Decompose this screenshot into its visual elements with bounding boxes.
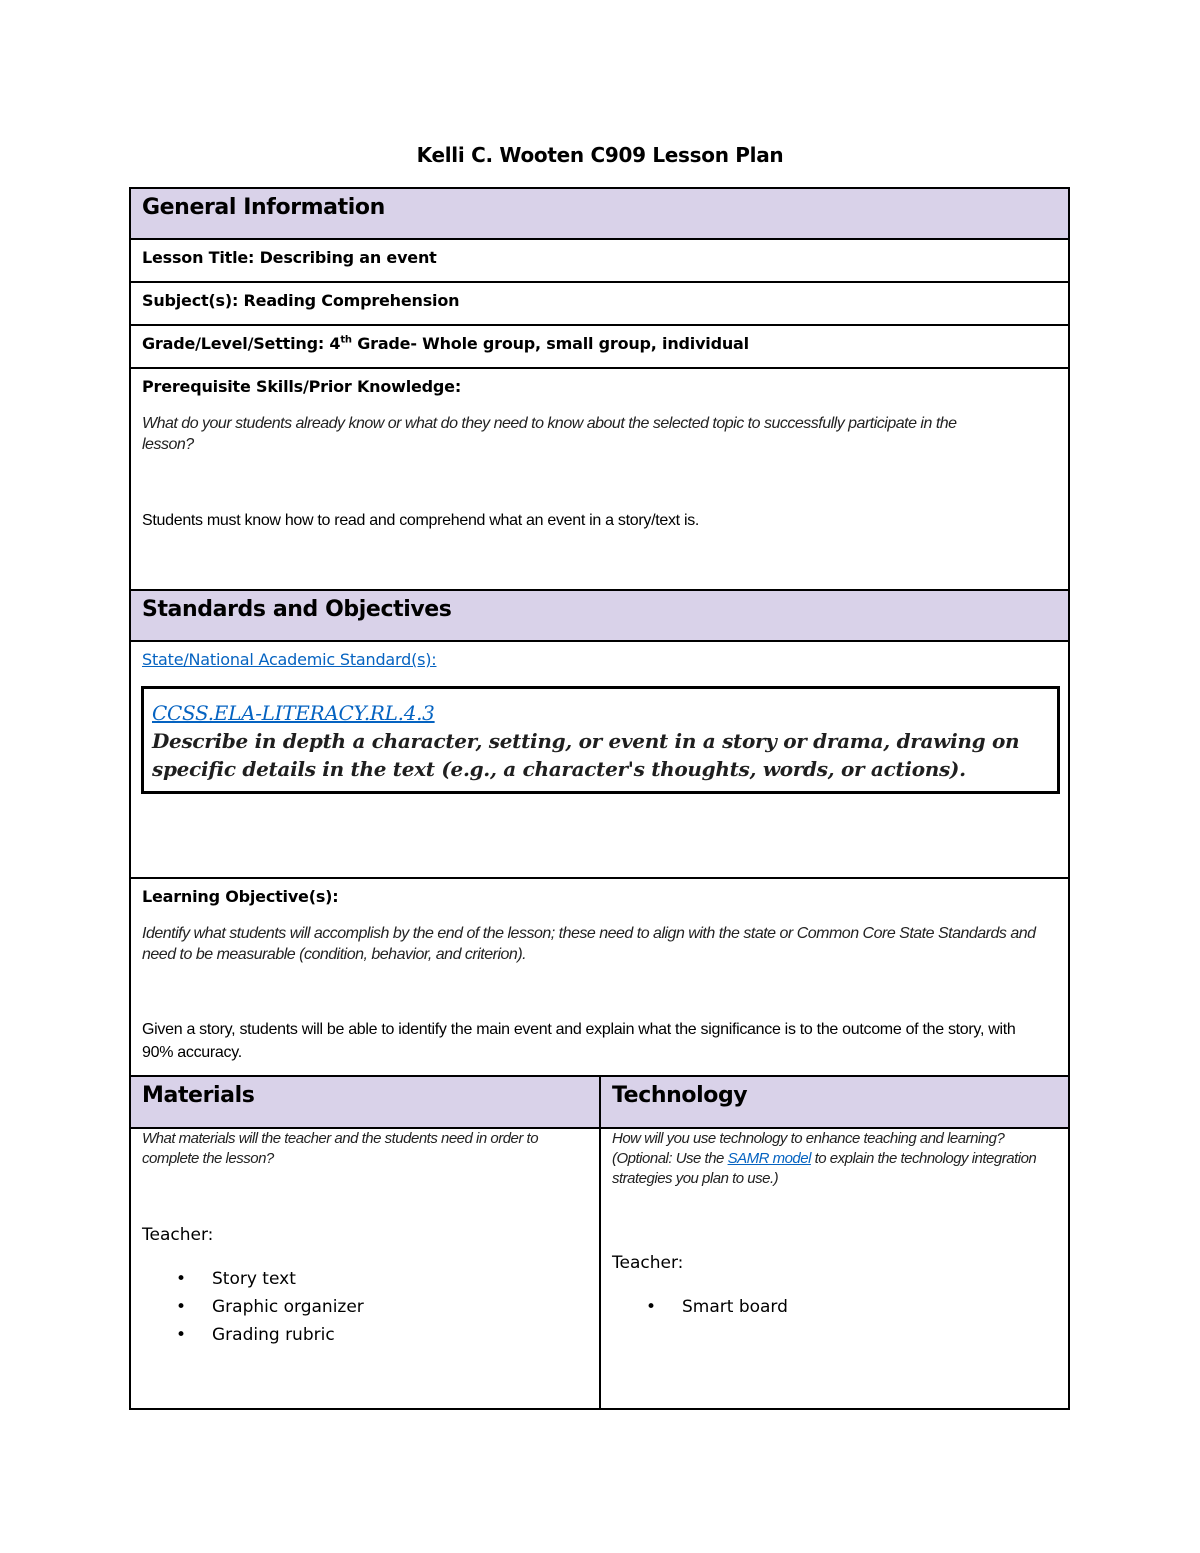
standards-heading: Standards and Objectives — [142, 597, 452, 622]
learning-objective-answer: Given a story, students will be able to identify the main event and explain what the significance is to the outcome of the story, with 90% accuracy. — [142, 1021, 1016, 1061]
bullet-icon: • — [176, 1269, 187, 1289]
grade-level-row — [131, 326, 1068, 369]
bullet-icon: • — [176, 1325, 187, 1345]
technology-teacher-label: Teacher: — [612, 1253, 684, 1273]
materials-heading: Materials — [142, 1083, 255, 1108]
standards-row — [131, 642, 1068, 879]
technology-cell — [601, 1129, 1068, 1408]
materials-list — [176, 1265, 364, 1349]
subjects-row — [131, 283, 1068, 326]
technology-list — [646, 1293, 788, 1321]
list-item: • Graphic organizer — [176, 1293, 364, 1321]
materials-teacher-label: Teacher: — [142, 1225, 214, 1245]
standards-header — [131, 591, 1068, 642]
bullet-icon: • — [176, 1297, 187, 1317]
materials-prompt: What materials will the teacher and the students need in order to complete the lesson? — [142, 1130, 539, 1167]
standard-description: Describe in depth a character, setting, or event in a story or drama, drawing on specific details in the text (e.g., a character's thoughts, words, or actions). — [152, 729, 1020, 781]
general-info-heading: General Information — [142, 195, 385, 220]
list-item: • Story text — [176, 1265, 364, 1293]
grade-level-label: Grade/Level/Setting: 4th Grade- Whole group, small group, individual — [142, 334, 749, 353]
general-info-header — [131, 189, 1068, 240]
lesson-plan-table — [129, 187, 1070, 1410]
standard-link[interactable]: State/National Academic Standard(s): — [142, 650, 437, 669]
lesson-title-label: Lesson Title: Describing an event — [142, 248, 437, 267]
list-item: • Smart board — [646, 1293, 788, 1321]
learning-objective-row — [131, 879, 1068, 1077]
materials-cell — [131, 1129, 599, 1408]
standard-box — [141, 686, 1060, 794]
learning-objective-prompt: Identify what students will accomplish by the end of the lesson; these need to align with the state or Common Core State Standards and need to be measurable (condition, behavior, and criterion). — [142, 925, 1036, 963]
technology-prompt: How will you use technology to enhance teaching and learning? (Optional: Use the SAMR model to explain the technology integration strategies you plan to use.) — [612, 1130, 1037, 1187]
prerequisite-label: Prerequisite Skills/Prior Knowledge: — [142, 377, 462, 396]
subjects-label: Subject(s): Reading Comprehension — [142, 291, 460, 310]
prerequisite-row — [131, 369, 1068, 591]
prerequisite-prompt: What do your students already know or what do they need to know about the selected topic to successfully participate in the lesson? — [142, 415, 957, 453]
document-title: Kelli C. Wooten C909 Lesson Plan — [416, 143, 784, 167]
technology-heading: Technology — [612, 1083, 748, 1108]
column-divider — [599, 1077, 601, 1408]
learning-objective-label: Learning Objective(s): — [142, 887, 339, 906]
samr-model-link[interactable]: SAMR model — [727, 1150, 811, 1167]
prerequisite-answer: Students must know how to read and comprehend what an event in a story/text is. — [142, 512, 700, 529]
standard-code-link[interactable]: CCSS.ELA-LITERACY.RL.4.3 — [152, 701, 435, 725]
lesson-title-row — [131, 240, 1068, 283]
list-item: • Grading rubric — [176, 1321, 364, 1349]
bullet-icon: • — [646, 1297, 657, 1317]
